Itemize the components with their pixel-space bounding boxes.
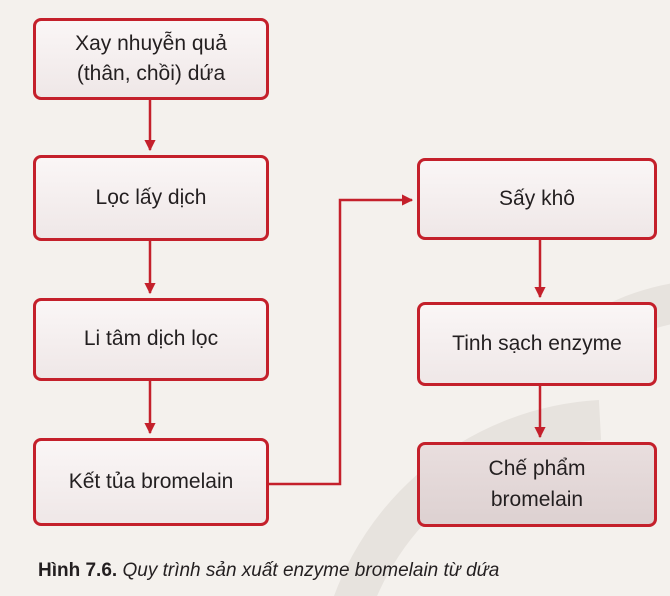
step-text-line: Li tâm dịch lọc [83, 327, 219, 351]
caption-text: Quy trình sản xuất enzyme bromelain từ dứa [122, 560, 500, 581]
step-purify-enzyme [417, 302, 657, 386]
step-text-line: (thân, chồi) dứa [76, 62, 226, 85]
step-text-line: Lọc lấy dịch [95, 185, 207, 209]
figure-caption [38, 560, 668, 582]
step-text-line: bromelain [490, 487, 584, 511]
step-text-line: Chế phẩm [488, 457, 586, 481]
step-bromelain-product [417, 442, 657, 527]
step-dry [417, 158, 657, 240]
caption-label: Hình 7.6. [38, 560, 118, 581]
step-precipitate-bromelain [33, 438, 269, 526]
step-text-line: Kết tủa bromelain [68, 469, 234, 493]
step-blend-pineapple [33, 18, 269, 100]
step-text-line: Xay nhuyễn quả [75, 31, 227, 55]
step-centrifuge [33, 298, 269, 381]
step-filter-juice [33, 155, 269, 241]
arrow-step4-step5 [269, 200, 412, 484]
step-text-line: Sấy khô [499, 186, 575, 210]
step-text-line: Tinh sạch enzyme [452, 331, 622, 355]
